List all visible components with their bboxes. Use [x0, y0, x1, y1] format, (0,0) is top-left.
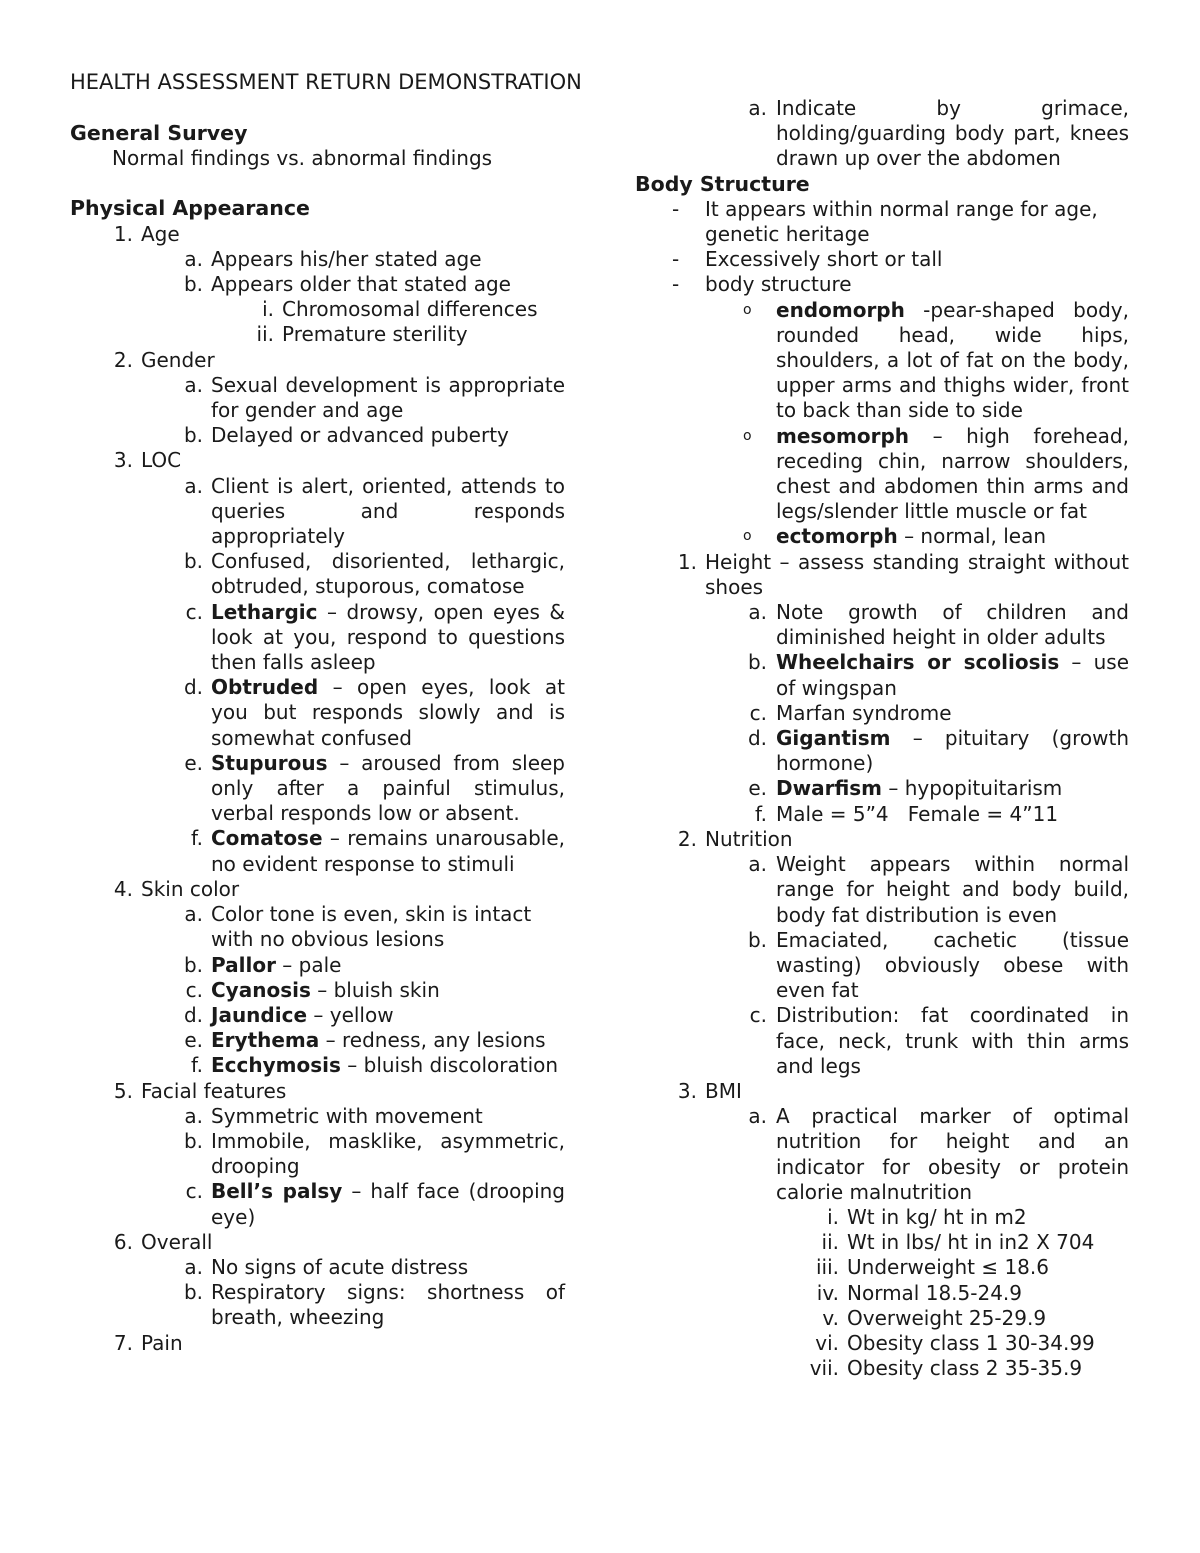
list-item: - It appears within normal range for age, genetic heritage — [672, 196, 1098, 247]
list-item: - body structure — [672, 272, 852, 297]
list-item: o mesomorph – high forehead, receding chin, narrow shoulders, chest and abdomen thin arms and legs/slender little muscle or fat — [743, 423, 1129, 524]
list-item: - Excessively short or tall — [672, 247, 943, 272]
list-item-pain: 7. Pain — [113, 1330, 183, 1355]
list-item-overall: 6. Overall — [113, 1229, 213, 1254]
list-item: b. Immobile, masklike, asymmetric, drooping — [183, 1128, 565, 1179]
list-item: b. Pallor – pale — [183, 952, 342, 977]
list-item-height: 1. Height – assess standing straight without shoes — [677, 549, 1129, 599]
term-lethargic: Lethargic — [211, 599, 318, 624]
list-item: f. Male = 5”4 Female = 4”11 — [755, 801, 1059, 826]
list-item: b. Emaciated, cachetic (tissue wasting) obviously obese with even fat — [747, 927, 1129, 1003]
list-item: b. Confused, disoriented, lethargic, obtruded, stuporous, comatose — [183, 549, 565, 599]
term-obtruded: Obtruded — [211, 675, 319, 700]
list-item: o endomorph -pear-shaped body, rounded head, wide hips, shoulders, a lot of fat on the body, upper arms and thighs wider, front to back than side to side — [743, 297, 1129, 423]
left-column — [70, 96, 565, 1356]
list-item-nutrition: 2. Nutrition — [677, 826, 793, 851]
right-column — [635, 96, 1129, 1381]
list-item: a. Appears his/her stated age — [184, 246, 482, 271]
list-item: c. Cyanosis – bluish skin — [185, 977, 440, 1002]
term-pallor: Pallor — [211, 952, 276, 977]
list-item-bmi: 3. BMI — [677, 1078, 742, 1103]
term-bells-palsy: Bell’s palsy — [211, 1179, 343, 1204]
list-item: vii. Obesity class 2 35-35.9 — [809, 1356, 1083, 1381]
list-item: e. Erythema – redness, any lesions — [184, 1028, 546, 1053]
term-stupurous: Stupurous — [211, 750, 328, 775]
term-mesomorph: mesomorph — [776, 423, 910, 448]
list-item: a. Symmetric with movement — [184, 1103, 483, 1128]
list-item: o ectomorph – normal, lean — [743, 524, 1047, 549]
list-item: d. Jaundice – yellow — [183, 1002, 394, 1027]
list-item: a. No signs of acute distress — [184, 1254, 469, 1279]
list-item: c. Bell’s palsy – half face (drooping eye) — [185, 1179, 566, 1229]
list-item: i. Wt in kg/ ht in m2 — [827, 1204, 1027, 1229]
list-item: v. Overweight 25-29.9 — [822, 1305, 1047, 1330]
term-cyanosis: Cyanosis — [211, 977, 311, 1002]
term-ectomorph: ectomorph — [776, 524, 898, 549]
general-survey-heading: General Survey — [70, 121, 248, 145]
list-item: i. Chromosomal differences — [262, 297, 538, 322]
list-item-loc: 3. LOC — [113, 448, 182, 473]
term-ecchymosis: Ecchymosis — [211, 1053, 341, 1078]
document-title: HEALTH ASSESSMENT RETURN DEMONSTRATION — [70, 70, 582, 94]
list-item: b. Delayed or advanced puberty — [183, 423, 509, 448]
list-item: d. Gigantism – pituitary (growth hormone) — [747, 726, 1129, 776]
list-item: a. Color tone is even, skin is intact with no obvious lesions — [184, 902, 532, 952]
bullet-icon: o — [743, 301, 752, 318]
list-item: ii. Premature sterility — [256, 322, 468, 347]
list-item: e. Dwarfism – hypopituitarism — [748, 776, 1063, 801]
bullet-icon: o — [743, 528, 752, 545]
list-item: b. Wheelchairs or scoliosis – use of wingspan — [747, 650, 1129, 700]
list-item: iii. Underweight ≤ 18.6 — [815, 1255, 1049, 1280]
list-item: iv. Normal 18.5-24.9 — [816, 1280, 1022, 1305]
list-item: a. Client is alert, oriented, attends to queries and responds appropriately — [184, 473, 565, 549]
list-item: a. Indicate by grimace, holding/guarding body part, knees drawn up over the abdomen — [748, 96, 1129, 171]
term-comatose: Comatose — [211, 826, 323, 851]
list-item: d. Obtruded – open eyes, look at you but responds slowly and is somewhat confused — [183, 675, 565, 750]
list-item: a. Weight appears within normal range for height and body build, body fat distribution is even — [748, 852, 1129, 927]
term-wheelchairs-or-scoliosis: Wheelchairs or scoliosis — [776, 650, 1060, 675]
list-item-skin-color: 4. Skin color — [113, 876, 240, 901]
list-item-gender: 2. Gender — [113, 347, 215, 372]
term-endomorph: endomorph — [776, 297, 905, 322]
list-item: ii. Wt in lbs/ ht in in2 X 704 — [821, 1230, 1095, 1255]
term-gigantism: Gigantism — [776, 726, 891, 751]
list-item: a. Sexual development is appropriate for gender and age — [184, 372, 565, 423]
list-item: b. Appears older that stated age — [183, 272, 511, 297]
list-item: a. A practical marker of optimal nutrition for height and an indicator for obesity or protein calorie malnutrition — [748, 1104, 1129, 1204]
list-item: vi. Obesity class 1 30-34.99 — [815, 1330, 1095, 1355]
list-item: c. Marfan syndrome — [749, 700, 952, 725]
body-structure-heading: Body Structure — [635, 171, 810, 196]
term-dwarfism: Dwarfism — [776, 776, 883, 801]
list-item: c. Lethargic – drowsy, open eyes & look at you, respond to questions then falls asleep — [185, 599, 565, 675]
term-erythema: Erythema — [211, 1028, 320, 1053]
list-item-facial-features: 5. Facial features — [113, 1078, 287, 1103]
list-item: e. Stupurous – aroused from sleep only after a painful stimulus, verbal responds low or absent. — [184, 750, 565, 826]
term-jaundice: Jaundice — [211, 1002, 308, 1027]
general-survey-subtitle: Normal findings vs. abnormal findings — [112, 146, 493, 171]
list-item: f. Comatose – remains unarousable, no evident response to stimuli — [191, 826, 565, 876]
list-item: f. Ecchymosis – bluish discoloration — [191, 1053, 559, 1078]
list-item-age: 1. Age — [113, 221, 180, 246]
bullet-icon: o — [743, 427, 752, 444]
list-item: c. Distribution: fat coordinated in face, neck, trunk with thin arms and legs — [749, 1003, 1129, 1078]
list-item: a. Note growth of children and diminished height in older adults — [748, 600, 1129, 650]
physical-appearance-heading: Physical Appearance — [70, 196, 310, 221]
list-item: b. Respiratory signs: shortness of breath, wheezing — [183, 1280, 565, 1330]
